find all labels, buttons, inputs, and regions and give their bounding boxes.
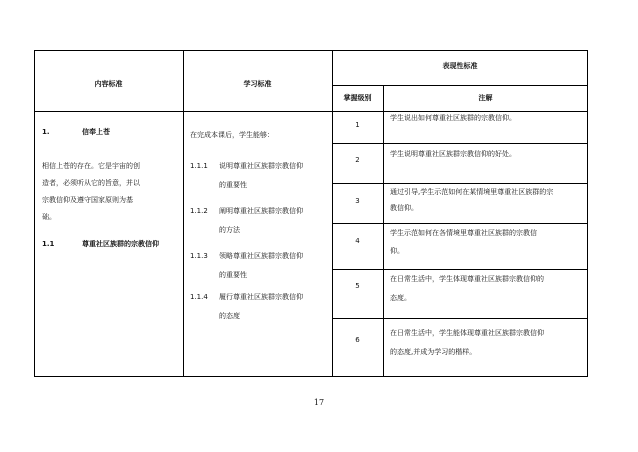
page-number: 17 [313, 398, 325, 407]
level-2-number: 2 [355, 156, 360, 164]
level-1-descriptor-line-1: 学生说出如何尊重社区族群的宗教信仰。 [390, 114, 516, 122]
level-1-number: 1 [355, 121, 360, 129]
table-border-left [34, 50, 35, 377]
col-divider-1 [183, 50, 184, 377]
learning-item-4-line1: 履行尊重社区族群宗教信仰 [219, 293, 303, 301]
learning-item-3-num: 1.1.3 [190, 252, 208, 260]
level-row-line-1 [332, 143, 588, 144]
learning-item-1-line1: 说明尊重社区族群宗教信仰 [219, 162, 303, 170]
level-5-number: 5 [355, 282, 360, 290]
level-2-descriptor-line-1: 学生说明尊重社区族群宗教信仰的好处。 [390, 150, 516, 158]
level-3-descriptor-line-1: 通过引导,学生示范如何在某情境里尊重社区族群的宗 [390, 188, 554, 196]
level-5-descriptor-line-2: 态度。 [390, 294, 411, 302]
header-bottom [34, 111, 588, 112]
level-row-line-3 [332, 223, 588, 224]
header-level: 掌握级别 [343, 94, 372, 102]
content-sub-number: 1.1 [42, 240, 55, 248]
level-4-number: 4 [355, 237, 360, 245]
header-content-standard: 内容标准 [94, 80, 123, 88]
content-title: 信奉上苍 [82, 128, 110, 136]
level-row-line-5 [332, 318, 588, 319]
header-split [332, 85, 588, 86]
level-6-descriptor-line-1: 在日常生活中，学生能体现尊重社区族群宗教信仰 [390, 329, 544, 337]
standards-table [34, 50, 588, 376]
content-paragraph-line-1: 相信上苍的存在。它是宇宙的创 [42, 162, 140, 170]
learning-item-2-line2: 的方法 [219, 226, 240, 234]
learning-item-2-line1: 阐明尊重社区族群宗教信仰 [219, 207, 303, 215]
learning-item-3-line1: 领略尊重社区族群宗教信仰 [219, 252, 303, 260]
learning-item-4-num: 1.1.4 [190, 293, 208, 301]
level-3-number: 3 [355, 197, 360, 205]
level-6-number: 6 [355, 336, 360, 344]
table-border-top [34, 50, 588, 51]
content-paragraph-line-4: 础。 [42, 213, 56, 221]
content-number: 1. [42, 128, 50, 136]
learning-item-4-line2: 的态度 [219, 312, 240, 320]
content-paragraph-line-2: 造者，必须听从它的旨意，并以 [42, 179, 140, 187]
content-sub-title: 尊重社区族群的宗教信仰 [82, 240, 159, 248]
level-3-descriptor-line-2: 教信仰。 [390, 204, 418, 212]
learning-item-3-line2: 的重要性 [219, 271, 247, 279]
level-6-descriptor-line-2: 的态度,并成为学习的楷样。 [390, 348, 477, 356]
table-border-bottom [34, 376, 588, 377]
level-4-descriptor-line-2: 仰。 [390, 247, 404, 255]
header-descriptor: 注解 [478, 94, 493, 102]
col-divider-3 [383, 85, 384, 377]
learning-item-2-num: 1.1.2 [190, 207, 208, 215]
header-learning-standard: 学习标准 [243, 80, 272, 88]
level-row-line-4 [332, 269, 588, 270]
level-4-descriptor-line-1: 学生示范如何在各情境里尊重社区族群的宗教信 [390, 229, 537, 237]
header-performance-standard: 表现性标准 [442, 62, 478, 70]
level-5-descriptor-line-1: 在日常生活中，学生体现尊重社区族群宗教信仰的 [390, 275, 544, 283]
content-paragraph-line-3: 宗教信仰及遵守国家原则为基 [42, 196, 133, 204]
learning-item-1-num: 1.1.1 [190, 162, 208, 170]
learning-intro: 在完成本课后，学生能够： [190, 131, 274, 139]
learning-item-1-line2: 的重要性 [219, 181, 247, 189]
level-row-line-2 [332, 183, 588, 184]
